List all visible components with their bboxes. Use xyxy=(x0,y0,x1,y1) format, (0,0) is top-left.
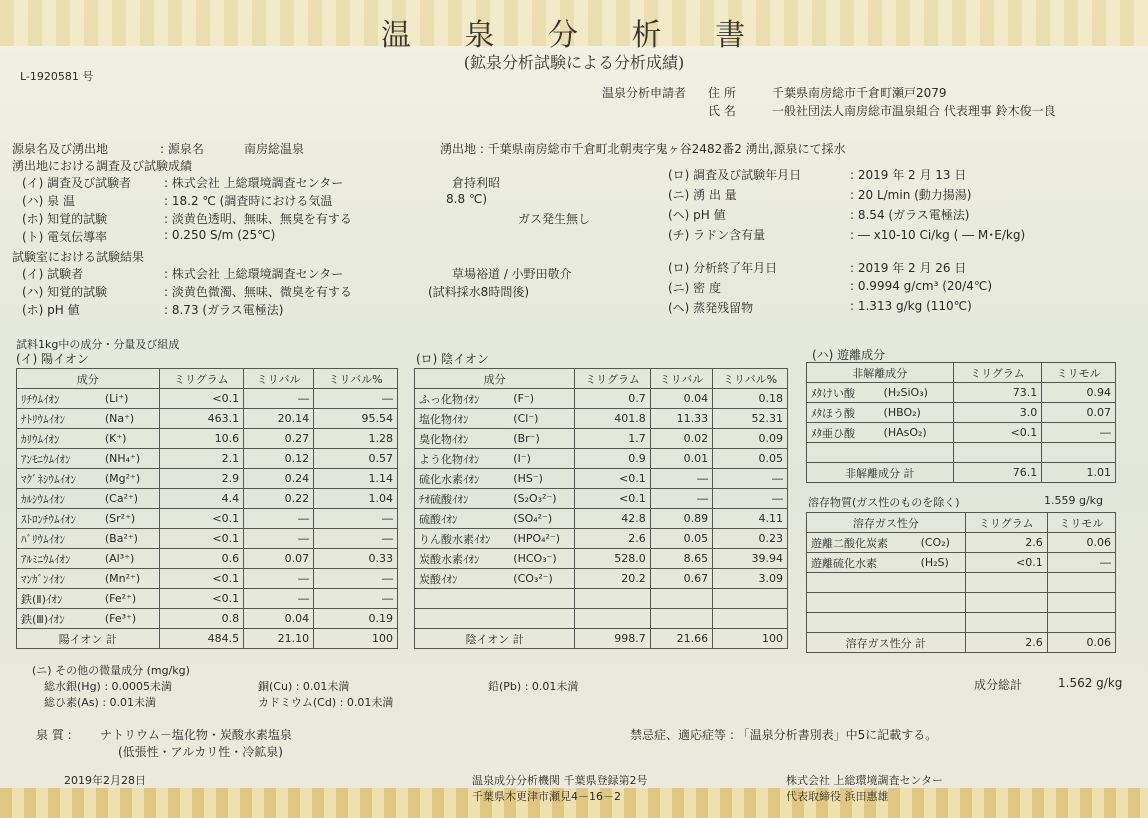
component-name xyxy=(415,609,510,629)
header-row xyxy=(415,369,788,389)
column-header: ミリモル xyxy=(1047,513,1115,533)
component-name: ﾏﾝｶﾞﾝｲｵﾝ xyxy=(17,569,101,589)
component-name: ﾁｵ硫酸ｲｵﾝ xyxy=(415,489,510,509)
column-header: ミリバル% xyxy=(713,369,788,389)
total-row xyxy=(17,629,398,649)
table-row xyxy=(807,553,1116,573)
component-symbol: (HPO₄²⁻) xyxy=(509,529,575,549)
component-value: ― xyxy=(244,509,314,529)
lab-value-0: : 株式会社 上総環境調査センター xyxy=(164,267,344,281)
table-row xyxy=(17,529,398,549)
total-row xyxy=(807,463,1116,483)
component-value: 0.05 xyxy=(650,529,712,549)
component-value: 3.0 xyxy=(953,403,1042,423)
component-value: 0.07 xyxy=(244,549,314,569)
column-header: ミリグラム xyxy=(575,369,650,389)
table-row xyxy=(17,569,398,589)
field-right-label-1: (ニ) 湧 出 量 xyxy=(668,188,737,202)
total-value: 100 xyxy=(713,629,788,649)
component-value: 0.57 xyxy=(314,449,398,469)
component-symbol: (H₂SiO₃) xyxy=(880,383,954,403)
component-symbol: (Mg²⁺) xyxy=(101,469,159,489)
component-symbol: (Cl⁻) xyxy=(509,409,575,429)
component-value: 11.33 xyxy=(650,409,712,429)
component-name: ｱﾝﾓﾆｳﾑｲｵﾝ xyxy=(17,449,101,469)
document-number: L-1920581 号 xyxy=(20,70,94,83)
component-value: <0.1 xyxy=(575,469,650,489)
field-right-label-2: (ヘ) pH 値 xyxy=(668,208,726,222)
component-name: ﾒﾀけい酸 xyxy=(807,383,880,403)
table-row xyxy=(17,449,398,469)
component-value xyxy=(713,609,788,629)
component-symbol: (F⁻) xyxy=(509,389,575,409)
component-value xyxy=(965,593,1047,613)
document-title: 温 泉 分 析 書 xyxy=(380,18,768,53)
column-header: 非解離成分 xyxy=(807,363,954,383)
component-symbol: (SO₄²⁻) xyxy=(509,509,575,529)
component-name: ｶﾘｳﾑｲｵﾝ xyxy=(17,429,101,449)
component-value xyxy=(1047,613,1115,633)
component-value: 463.1 xyxy=(159,409,244,429)
component-value: 0.6 xyxy=(159,549,244,569)
field-survey-value-1: : 18.2 ℃ (調査時における気温 xyxy=(164,194,333,208)
component-symbol xyxy=(917,613,966,633)
component-value: 39.94 xyxy=(713,549,788,569)
table-row xyxy=(415,389,788,409)
component-value: 2.6 xyxy=(965,533,1047,553)
component-name: ﾏｸﾞﾈｼｳﾑｲｵﾝ xyxy=(17,469,101,489)
dissolved-label: 溶存物質(ガス性のものを除く) xyxy=(808,496,960,509)
component-name: ｶﾙｼｳﾑｲｵﾝ xyxy=(17,489,101,509)
component-symbol: (HAsO₂) xyxy=(880,423,954,443)
component-name: ｽﾄﾛﾝﾁｳﾑｲｵﾝ xyxy=(17,509,101,529)
component-value xyxy=(650,609,712,629)
table-row xyxy=(415,469,788,489)
component-value: ― xyxy=(650,489,712,509)
component-value: 42.8 xyxy=(575,509,650,529)
column-header: ミリグラム xyxy=(159,369,244,389)
component-value: 0.09 xyxy=(713,429,788,449)
component-value: 0.8 xyxy=(159,609,244,629)
lab-right-value-0: : 2019 年 2 月 26 日 xyxy=(850,261,967,275)
gas-note: ガス発生無し xyxy=(518,212,591,226)
field-right-value-0: : 2019 年 2 月 13 日 xyxy=(850,168,967,182)
component-value xyxy=(650,589,712,609)
component-value: ― xyxy=(1047,553,1115,573)
total-value: 2.6 xyxy=(965,633,1047,653)
component-value: 20.14 xyxy=(244,409,314,429)
column-header: ミリバル xyxy=(650,369,712,389)
sampling-note: (試料採水8時間後) xyxy=(428,285,529,299)
field-survey-label-3: (ト) 電気伝導率 xyxy=(22,230,108,244)
trace-heading: (ニ) その他の微量成分 (mg/kg) xyxy=(32,664,190,677)
component-symbol xyxy=(917,593,966,613)
lab-value-2: : 8.73 (ガラス電極法) xyxy=(164,303,284,317)
component-value: ― xyxy=(314,569,398,589)
component-symbol: (Ba²⁺) xyxy=(101,529,159,549)
total-components-label: 成分総計 xyxy=(974,678,1023,692)
applicant-address: 千葉県南房総市千倉町瀬戸2079 xyxy=(772,86,947,100)
component-name: 遊離二酸化炭素 xyxy=(807,533,917,553)
total-value: 1.01 xyxy=(1042,463,1116,483)
component-symbol: (I⁻) xyxy=(509,449,575,469)
lab-label-2: (ホ) pH 値 xyxy=(22,303,80,317)
total-label: 溶存ガス性分 計 xyxy=(807,633,966,653)
applicant-address-label: 住 所 xyxy=(708,86,736,100)
quality-label: 泉 質 : xyxy=(36,728,72,742)
component-name xyxy=(807,593,917,613)
spring-name: 南房総温泉 xyxy=(244,142,305,156)
component-value: 528.0 xyxy=(575,549,650,569)
header-row xyxy=(807,363,1116,383)
component-value: 2.9 xyxy=(159,469,244,489)
field-right-value-3: : ― x10-10 Ci/kg ( ― M･E/kg) xyxy=(850,228,1026,242)
table-row xyxy=(415,489,788,509)
table-row xyxy=(807,423,1116,443)
component-name: 炭酸水素ｲｵﾝ xyxy=(415,549,510,569)
component-symbol xyxy=(880,443,954,463)
source-label: 源泉名及び湧出地 xyxy=(12,142,109,156)
component-value: <0.1 xyxy=(575,489,650,509)
table-row xyxy=(807,573,1116,593)
component-symbol: (Al³⁺) xyxy=(101,549,159,569)
field-survey-heading: 湧出地における調査及び試験成績 xyxy=(12,159,193,173)
component-value: 95.54 xyxy=(314,409,398,429)
component-value: <0.1 xyxy=(159,529,244,549)
column-header: ミリグラム xyxy=(965,513,1047,533)
table-row xyxy=(17,589,398,609)
component-value: 0.94 xyxy=(1042,383,1116,403)
component-symbol: (HCO₃⁻) xyxy=(509,549,575,569)
table-row xyxy=(415,509,788,529)
component-value: 0.19 xyxy=(314,609,398,629)
component-value: 0.33 xyxy=(314,549,398,569)
component-symbol: (K⁺) xyxy=(101,429,159,449)
lab-value-1: : 淡黄色微濁、無味、微臭を有する xyxy=(164,285,352,299)
component-value: 2.6 xyxy=(575,529,650,549)
component-name: 遊離硫化水素 xyxy=(807,553,917,573)
component-name: ﾘﾁｳﾑｲｵﾝ xyxy=(17,389,101,409)
table-row xyxy=(17,469,398,489)
spring-location: 湧出地 : 千葉県南房総市千倉町北朝夷字鬼ヶ谷2482番2 湧出,源泉にて採水 xyxy=(440,142,846,156)
component-value: 0.01 xyxy=(650,449,712,469)
component-value: 0.18 xyxy=(713,389,788,409)
component-value xyxy=(575,609,650,629)
table-row xyxy=(17,389,398,409)
field-right-value-2: : 8.54 (ガラス電極法) xyxy=(850,208,970,222)
field-right-label-0: (ロ) 調査及び試験年月日 xyxy=(668,168,802,182)
component-name xyxy=(807,443,880,463)
company-representative: 代表取締役 浜田惠雄 xyxy=(786,790,889,803)
component-symbol: (CO₃²⁻) xyxy=(509,569,575,589)
field-right-value-1: : 20 L/min (動力揚湯) xyxy=(850,188,972,202)
component-value: ― xyxy=(314,589,398,609)
component-value: 0.9 xyxy=(575,449,650,469)
trace-arsenic: 総ひ素(As) : 0.01未満 xyxy=(44,696,157,709)
table-row xyxy=(415,589,788,609)
component-value: 0.06 xyxy=(1047,533,1115,553)
table-row xyxy=(17,509,398,529)
component-name: 炭酸ｲｵﾝ xyxy=(415,569,510,589)
component-value: ― xyxy=(1042,423,1116,443)
indications-note: 禁忌症、適応症等 : 「温泉分析書別表」中5に記載する。 xyxy=(630,728,938,742)
header-row xyxy=(807,513,1116,533)
component-symbol: (HBO₂) xyxy=(880,403,954,423)
component-value: 1.04 xyxy=(314,489,398,509)
component-value: ― xyxy=(314,529,398,549)
field-survey-value-0: : 株式会社 上総環境調査センター xyxy=(164,176,344,190)
component-name: ｱﾙﾐﾆｳﾑｲｵﾝ xyxy=(17,549,101,569)
total-value: 0.06 xyxy=(1047,633,1115,653)
total-label: 非解離成分 計 xyxy=(807,463,954,483)
component-value: <0.1 xyxy=(965,553,1047,573)
component-value: 4.11 xyxy=(713,509,788,529)
table-row xyxy=(415,569,788,589)
field-survey-label-1: (ハ) 泉 温 xyxy=(22,194,75,208)
component-symbol: (Ca²⁺) xyxy=(101,489,159,509)
component-value: 0.04 xyxy=(650,389,712,409)
component-value: <0.1 xyxy=(159,569,244,589)
total-label: 陽イオン 計 xyxy=(17,629,160,649)
lab-right-value-2: : 1.313 g/kg (110℃) xyxy=(850,299,972,313)
component-value xyxy=(575,589,650,609)
component-symbol: (S₂O₃²⁻) xyxy=(509,489,575,509)
column-header: ミリバル xyxy=(244,369,314,389)
component-symbol: (CO₂) xyxy=(917,533,966,553)
component-name: 塩化物ｲｵﾝ xyxy=(415,409,510,429)
component-symbol: (Fe³⁺) xyxy=(101,609,159,629)
component-name: 鉄(Ⅲ)ｲｵﾝ xyxy=(17,609,101,629)
component-value: 3.09 xyxy=(713,569,788,589)
applicant-name-label: 氏 名 xyxy=(708,104,736,118)
free-components-table xyxy=(806,362,1116,483)
component-name: ﾅﾄﾘｳﾑｲｵﾝ xyxy=(17,409,101,429)
field-survey-value-2: : 淡黄色透明、無味、無臭を有する xyxy=(164,212,352,226)
component-symbol xyxy=(917,573,966,593)
component-value: 0.05 xyxy=(713,449,788,469)
component-value: 2.1 xyxy=(159,449,244,469)
component-name xyxy=(415,589,510,609)
column-header: ミリグラム xyxy=(953,363,1042,383)
component-value: ― xyxy=(650,469,712,489)
component-symbol xyxy=(509,589,575,609)
trace-lead: 鉛(Pb) : 0.01未満 xyxy=(488,680,579,693)
component-value: 8.65 xyxy=(650,549,712,569)
component-symbol: (Br⁻) xyxy=(509,429,575,449)
issue-date: 2019年2月28日 xyxy=(64,774,146,787)
table-row xyxy=(415,409,788,429)
field-survey-label-0: (イ) 調査及び試験者 xyxy=(22,176,132,190)
component-value: 73.1 xyxy=(953,383,1042,403)
component-symbol: (Li⁺) xyxy=(101,389,159,409)
component-name: りん酸水素ｲｵﾝ xyxy=(415,529,510,549)
component-value: ― xyxy=(244,589,314,609)
component-name: 硫化水素ｲｵﾝ xyxy=(415,469,510,489)
field-survey-value-3: : 0.250 S/m (25℃) xyxy=(164,228,276,242)
total-value: 100 xyxy=(314,629,398,649)
table-row xyxy=(807,383,1116,403)
component-value: 401.8 xyxy=(575,409,650,429)
lab-label-1: (ハ) 知覚的試験 xyxy=(22,285,108,299)
lab-heading: 試験室における試験結果 xyxy=(12,250,145,264)
component-symbol: (HS⁻) xyxy=(509,469,575,489)
company-name: 株式会社 上総環境調査センター xyxy=(786,774,944,787)
component-value xyxy=(1047,593,1115,613)
component-value: ― xyxy=(244,569,314,589)
component-value: 0.12 xyxy=(244,449,314,469)
component-symbol: (Mn²⁺) xyxy=(101,569,159,589)
component-value: 10.6 xyxy=(159,429,244,449)
component-value: 0.27 xyxy=(244,429,314,449)
lab-right-value-1: : 0.9994 g/cm³ (20/4℃) xyxy=(850,279,993,293)
dissolved-value: 1.559 g/kg xyxy=(1044,494,1104,507)
total-components-value: 1.562 g/kg xyxy=(1058,676,1123,690)
table-row xyxy=(17,489,398,509)
total-row xyxy=(415,629,788,649)
component-value: ― xyxy=(314,509,398,529)
component-name: 臭化物ｲｵﾝ xyxy=(415,429,510,449)
component-value: 1.14 xyxy=(314,469,398,489)
component-symbol: (NH₄⁺) xyxy=(101,449,159,469)
component-value: 0.04 xyxy=(244,609,314,629)
component-value xyxy=(713,589,788,609)
component-value: 0.7 xyxy=(575,389,650,409)
table-row xyxy=(17,429,398,449)
component-value: ― xyxy=(713,489,788,509)
table-row xyxy=(17,609,398,629)
column-header: 溶存ガス性分 xyxy=(807,513,966,533)
component-value: 0.02 xyxy=(650,429,712,449)
lab-right-label-1: (ニ) 密 度 xyxy=(668,281,721,295)
component-value: 1.28 xyxy=(314,429,398,449)
applicant-label: 温泉分析申請者 xyxy=(602,86,687,100)
component-value: 52.31 xyxy=(713,409,788,429)
anions-heading: (ロ) 陰イオン xyxy=(416,352,489,366)
table-row xyxy=(17,409,398,429)
component-name: ふっ化物ｲｵﾝ xyxy=(415,389,510,409)
total-label: 陰イオン 計 xyxy=(415,629,575,649)
trace-copper: 銅(Cu) : 0.01未満 xyxy=(258,680,350,693)
component-symbol: (Na⁺) xyxy=(101,409,159,429)
component-value: <0.1 xyxy=(159,589,244,609)
component-name: 硫酸ｲｵﾝ xyxy=(415,509,510,529)
component-name: 鉄(Ⅱ)ｲｵﾝ xyxy=(17,589,101,609)
table-row xyxy=(807,613,1116,633)
component-value: <0.1 xyxy=(159,389,244,409)
component-name: ﾊﾞﾘｳﾑｲｵﾝ xyxy=(17,529,101,549)
component-value: 0.89 xyxy=(650,509,712,529)
composition-heading: 試料1kg中の成分・分量及び組成 xyxy=(16,338,180,351)
component-value: 20.2 xyxy=(575,569,650,589)
trace-cadmium: カドミウム(Cd) : 0.01未満 xyxy=(258,696,394,709)
total-value: 21.10 xyxy=(244,629,314,649)
lab-label-0: (イ) 試験者 xyxy=(22,267,84,281)
component-value: ― xyxy=(244,389,314,409)
component-symbol: (H₂S) xyxy=(917,553,966,573)
total-value: 76.1 xyxy=(953,463,1042,483)
anion-table xyxy=(414,368,788,649)
field-right-label-3: (チ) ラドン含有量 xyxy=(668,228,766,242)
column-header: ミリモル xyxy=(1042,363,1116,383)
component-value: <0.1 xyxy=(953,423,1042,443)
field-survey-label-2: (ホ) 知覚的試験 xyxy=(22,212,108,226)
component-value xyxy=(965,573,1047,593)
component-value: 4.4 xyxy=(159,489,244,509)
table-row xyxy=(807,443,1116,463)
component-value xyxy=(953,443,1042,463)
table-row xyxy=(415,429,788,449)
column-header: 成分 xyxy=(415,369,575,389)
component-value: 0.23 xyxy=(713,529,788,549)
component-value: ― xyxy=(244,529,314,549)
cations-heading: (イ) 陽イオン xyxy=(16,352,89,366)
field-inspector: 倉持利昭 xyxy=(452,176,501,190)
component-value xyxy=(1047,573,1115,593)
free-heading: (ハ) 遊離成分 xyxy=(812,348,886,362)
table-row xyxy=(415,529,788,549)
component-name: ﾒﾀ亜ひ酸 xyxy=(807,423,880,443)
table-row xyxy=(415,549,788,569)
total-value: 21.66 xyxy=(650,629,712,649)
component-value xyxy=(965,613,1047,633)
column-header: 成分 xyxy=(17,369,160,389)
quality-type: ナトリウム－塩化物・炭酸水素塩泉 xyxy=(100,728,292,742)
applicant-name: 一般社団法人南房総市温泉組合 代表理事 鈴木俊一良 xyxy=(772,104,1056,118)
trace-mercury: 総水銀(Hg) : 0.0005未満 xyxy=(44,680,173,693)
total-value: 484.5 xyxy=(159,629,244,649)
component-value: 1.7 xyxy=(575,429,650,449)
component-value: <0.1 xyxy=(159,509,244,529)
component-value: 0.22 xyxy=(244,489,314,509)
dissolved-gas-table xyxy=(806,512,1116,653)
lab-address: 千葉県木更津市瀬見4－16－2 xyxy=(472,790,621,803)
cation-table xyxy=(16,368,398,649)
lab-right-label-2: (ヘ) 蒸発残留物 xyxy=(668,301,754,315)
column-header: ミリバル% xyxy=(314,369,398,389)
table-row xyxy=(807,593,1116,613)
document-subtitle: (鉱泉分析試験による分析成績) xyxy=(463,53,685,72)
lab-registration: 温泉成分分析機関 千葉県登録第2号 xyxy=(472,774,648,787)
component-value: ― xyxy=(314,389,398,409)
component-name: ﾒﾀほう酸 xyxy=(807,403,880,423)
spring-name-label: : 源泉名 xyxy=(160,142,204,156)
table-row xyxy=(415,449,788,469)
component-name xyxy=(807,613,917,633)
component-symbol xyxy=(509,609,575,629)
component-name xyxy=(807,573,917,593)
component-value xyxy=(1042,443,1116,463)
component-value: 0.67 xyxy=(650,569,712,589)
component-value: 0.24 xyxy=(244,469,314,489)
table-row xyxy=(17,549,398,569)
component-value: 0.07 xyxy=(1042,403,1116,423)
component-symbol: (Fe²⁺) xyxy=(101,589,159,609)
component-symbol: (Sr²⁺) xyxy=(101,509,159,529)
quality-subtype: (低張性・アルカリ性・冷鉱泉) xyxy=(118,745,283,759)
table-row xyxy=(807,403,1116,423)
component-value: ― xyxy=(713,469,788,489)
header-row xyxy=(17,369,398,389)
table-row xyxy=(415,609,788,629)
component-name: よう化物ｲｵﾝ xyxy=(415,449,510,469)
total-value: 998.7 xyxy=(575,629,650,649)
lab-analysts: 草場裕道 / 小野田敬介 xyxy=(452,267,572,281)
air-temperature: 8.8 ℃) xyxy=(446,192,488,206)
table-row xyxy=(807,533,1116,553)
lab-right-label-0: (ロ) 分析終了年月日 xyxy=(668,261,778,275)
total-row xyxy=(807,633,1116,653)
